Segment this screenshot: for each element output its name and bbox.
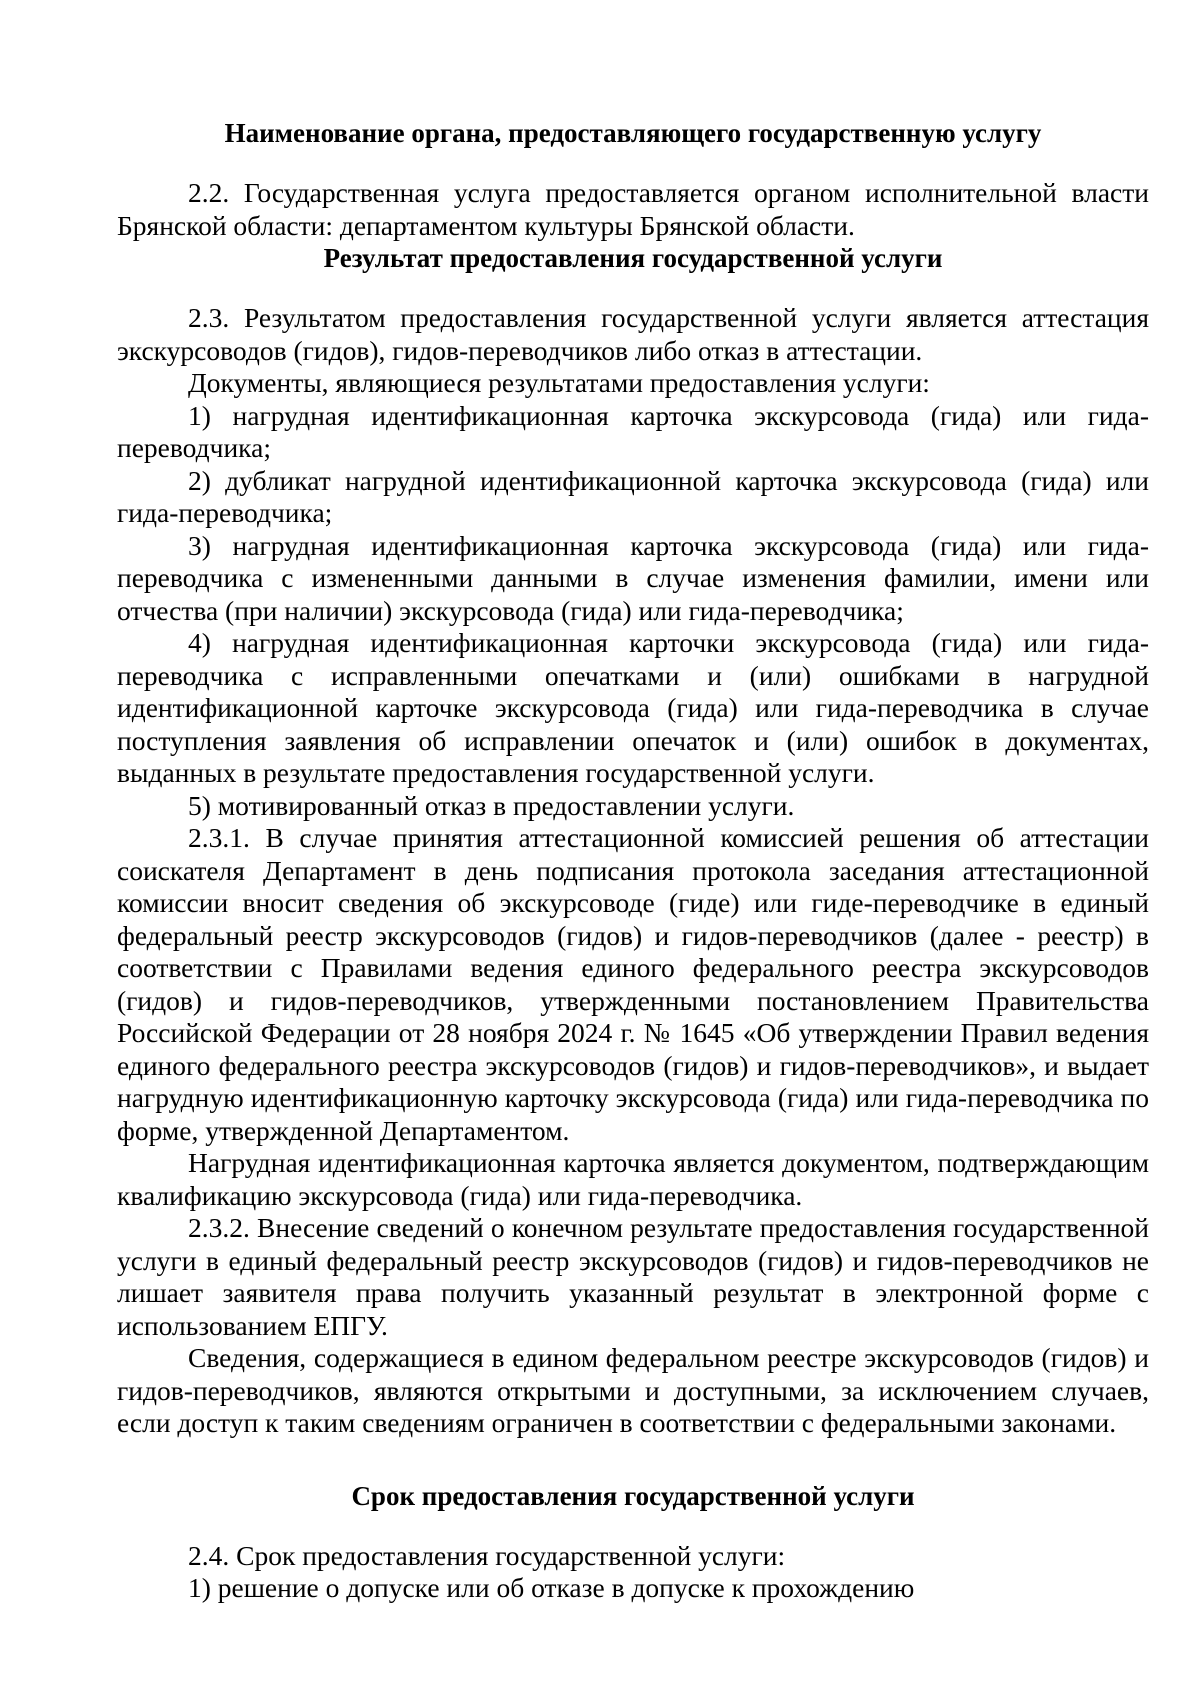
section-heading-result: Результат предоставления государственной услуги <box>323 243 943 273</box>
section-heading-term: Срок предоставления государственной услуги <box>351 1480 915 1511</box>
paragraph-2-3-1: 2.3.1. В случае принятия аттестационной комиссией решения об аттестации соискателя Департамент в день подписания протокола заседания аттестационной комиссии вносит сведения об экскурсоводе (гиде) или гиде-переводчике в единый федеральный реестр экскурсоводов (гидов) и гидов-переводчиков (далее - реестр) в соответствии с Правилами ведения единого федерального реестра экскурсоводов (гидов) и гидов-переводчиков, утвержденными постановлением Правительства Российской Федерации от 28 ноября 2024 г. № 1645 «Об утверждении Правил ведения единого федерального реестра экскурсоводов (гидов) и гидов-переводчиков», и выдает нагрудную идентификационную карточку экскурсовода (гида) или гида-переводчика по форме, утвержденной Департаментом. <box>117 822 1149 1146</box>
section-heading-organ: Наименование органа, предоставляющего государственную услугу <box>224 118 1042 148</box>
paragraph-2-4-item-1: 1) решение о допуске или об отказе в допуске к прохождению <box>188 1572 915 1603</box>
list-item-3: 3) нагрудная идентификационная карточка экскурсовода (гида) или гида-переводчика с измененными данными в случае изменения фамилии, имени или отчества (при наличии) экскурсовода (гида) или гида-переводчика; <box>117 529 1149 626</box>
spacer <box>117 149 1149 177</box>
paragraph-badge: Нагрудная идентификационная карточка является документом, подтверждающим квалификацию экскурсовода (гида) или гида-переводчика. <box>117 1147 1149 1211</box>
document-body <box>117 117 1149 1605</box>
paragraph-2-4: 2.4. Срок предоставления государственной услуги: <box>188 1539 786 1571</box>
paragraph-docs-intro: Документы, являющиеся результатами предоставления услуги: <box>188 367 930 398</box>
list-item-1: 1) нагрудная идентификационная карточка экскурсовода (гида) или гида-переводчика; <box>117 399 1149 463</box>
paragraph-registry-info: Сведения, содержащиеся в едином федеральном реестре экскурсоводов (гидов) и гидов-переводчиков, являются открытыми и доступными, за исключением случаев, если доступ к таким сведениям ограничен в соответствии с федеральными законами. <box>117 1342 1149 1438</box>
paragraph-2-2: 2.2. Государственная услуга предоставляется органом исполнительной власти Брянской области: департаментом культуры Брянской области. <box>117 177 1149 241</box>
paragraph-2-3: 2.3. Результатом предоставления государственной услуги является аттестация экскурсоводов (гидов), гидов-переводчиков либо отказ в аттестации. <box>117 302 1149 366</box>
paragraph-2-3-2: 2.3.2. Внесение сведений о конечном результате предоставления государственной услуги в единый федеральный реестр экскурсоводов (гидов) и гидов-переводчиков не лишает заявителя права получить указанный результат в электронной форме с использованием ЕПГУ. <box>117 1212 1149 1341</box>
list-item-2: 2) дубликат нагрудной идентификационной карточка экскурсовода (гида) или гида-переводчика; <box>117 464 1149 528</box>
list-item-4: 4) нагрудная идентификационная карточки экскурсовода (гида) или гида-переводчика с исправленными опечатками и (или) ошибками в нагрудной идентификационной карточке экскурсовода (гида) или гида-переводчика в случае поступления заявления об исправлении опечаток и (или) ошибок в документах, выданных в результате предоставления государственной услуги. <box>117 627 1149 788</box>
spacer <box>117 1512 1149 1540</box>
list-item-5: 5) мотивированный отказ в предоставлении услуги. <box>188 789 795 821</box>
spacer <box>117 274 1149 302</box>
spacer <box>117 1440 1149 1480</box>
